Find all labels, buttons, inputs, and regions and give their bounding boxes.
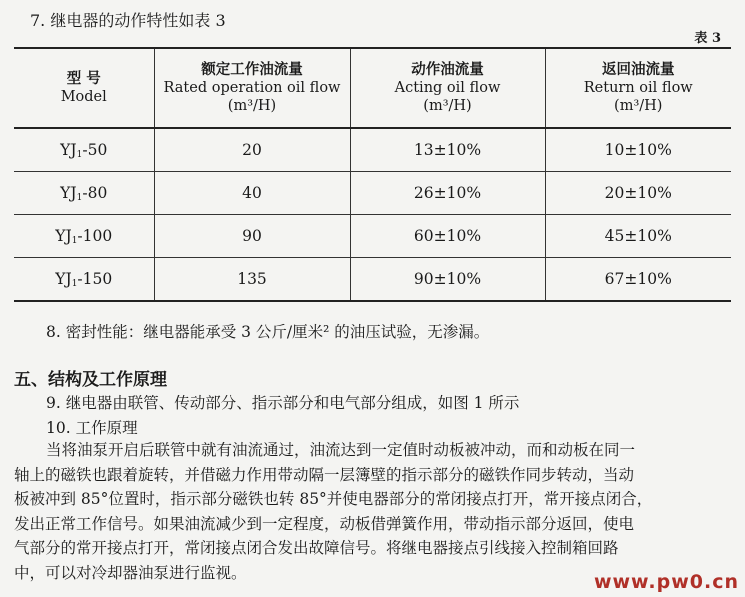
paragraph-line: 板被冲到 85°位置时，指示部分磁铁也转 85°并使电器部分的常闭接点打开，常开接点闭合，	[14, 490, 653, 508]
header-model: 型 号 Model	[14, 48, 154, 128]
paragraph-line: 轴上的磁铁也跟着旋转，并借磁力作用带动隔一层簿壁的指示部分的磁铁作同步转动，当动	[14, 465, 635, 484]
header-rated-flow: 额定工作油流量 Rated operation oil flow (m³/H)	[154, 48, 350, 128]
table-row	[14, 215, 731, 258]
table-label: 表 3	[694, 31, 721, 46]
cell-acting: 26±10%	[350, 172, 545, 215]
cell-acting: 90±10%	[350, 258, 545, 302]
paragraph-line: 中，可以对冷却器油泵进行监视。	[14, 563, 247, 582]
table-row	[14, 128, 731, 172]
cell-acting: 60±10%	[350, 215, 545, 258]
cell-model: $YJ_1-150$	[14, 258, 154, 302]
cell-acting: 13±10%	[350, 128, 545, 172]
table-row	[14, 172, 731, 215]
section-7-title: 7. 继电器的动作特性如表 3	[30, 11, 226, 30]
cell-model: $YJ_1-50$	[14, 128, 154, 172]
table-row	[14, 258, 731, 302]
cell-return: 20±10%	[545, 172, 731, 215]
cell-return: 10±10%	[545, 128, 731, 172]
paragraph-line: 当将油泵开启后联管中就有油流通过，油流达到一定值时动板被冲动，而和动板在同一	[46, 441, 636, 459]
cell-rated: 135	[154, 258, 350, 302]
working-principle-paragraph	[14, 438, 734, 585]
header-return-flow: 返回油流量 Return oil flow (m³/H)	[545, 48, 731, 128]
cell-model: $YJ_1-80$	[14, 172, 154, 215]
cell-rated: 90	[154, 215, 350, 258]
header-acting-flow: 动作油流量 Acting oil flow (m³/H)	[350, 48, 545, 128]
site-watermark: www.pw0.cn	[593, 571, 739, 593]
paragraph-line: 发出正常工作信号。如果油流减少到一定程度，动板借弹簧作用，带动指示部分返回，使电	[14, 514, 635, 533]
chapter-5-heading: 五、结构及工作原理	[14, 370, 167, 390]
table-header-row	[14, 48, 731, 128]
section-9-structure: 9. 继电器由联管、传动部分、指示部分和电气部分组成，如图 1 所示	[46, 394, 520, 412]
cell-model: $YJ_1-100$	[14, 215, 154, 258]
cell-rated: 20	[154, 128, 350, 172]
cell-rated: 40	[154, 172, 350, 215]
paragraph-line: 气部分的常开接点打开，常闭接点闭合发出故障信号。将继电器接点引线接入控制箱回路	[14, 539, 619, 557]
cell-return: 45±10%	[545, 215, 731, 258]
section-8-sealing: 8. 密封性能：继电器能承受 3 公斤/厘米² 的油压试验，无渗漏。	[46, 323, 490, 341]
cell-return: 67±10%	[545, 258, 731, 302]
relay-spec-table	[14, 47, 731, 302]
section-10-title: 10. 工作原理	[46, 419, 138, 437]
